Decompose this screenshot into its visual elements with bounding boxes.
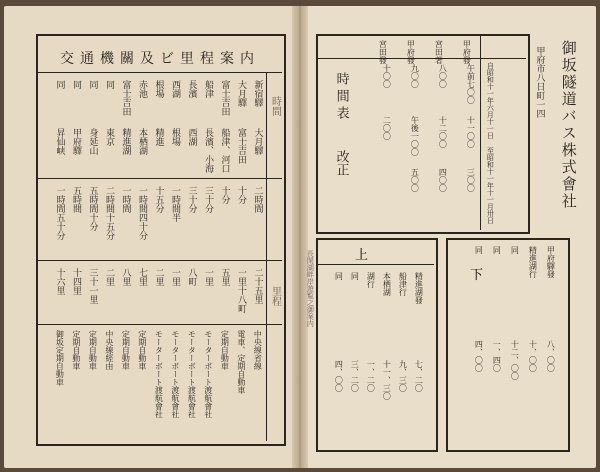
route-time: 十五分 — [153, 186, 164, 213]
route-to: 根場 — [169, 128, 180, 146]
route-from: 同 — [54, 80, 65, 89]
timetable-time: 五〇〇 — [410, 168, 420, 192]
up-title-line — [317, 264, 434, 265]
down-time: 十、〇〇 — [528, 340, 538, 372]
route-distance: 二里 — [153, 268, 164, 286]
vertical-band-text: 長閑湖畔岸遊覧之御案内 — [306, 250, 315, 327]
up-time: 七、二〇 — [414, 360, 424, 392]
route-to: 東京 — [103, 128, 114, 146]
route-distance: 二里 — [103, 268, 114, 286]
up-time: 三、二〇 — [350, 360, 360, 392]
route-distance: 一里 — [169, 268, 180, 286]
route-to: 精進 — [153, 128, 164, 146]
row-divider-3 — [37, 324, 282, 325]
company-address: 甲府市八日町一四 — [534, 46, 545, 118]
up-destination: 船津行 — [398, 272, 408, 296]
route-from: 同 — [70, 80, 81, 89]
down-time: 四、〇〇 — [474, 340, 484, 372]
side-label-time: 時間 — [269, 96, 281, 116]
route-mode: 電車、定期自動車 — [236, 330, 246, 394]
validity-dates: 自昭和十一年六月十一日 至昭和十一年十一月卅日 — [486, 62, 495, 224]
route-distance: 五里 — [219, 268, 230, 286]
route-table-title: 交通機關及ビ里程案内 — [60, 51, 260, 67]
timetable-header: 宮田發 — [378, 40, 388, 64]
route-time: 十分 — [219, 186, 230, 204]
up-time: 九、三〇 — [398, 360, 408, 392]
route-from: 富士吉田 — [219, 80, 230, 116]
route-distance: 一里 — [202, 268, 213, 286]
up-destination: 同 — [334, 272, 344, 280]
route-from: 新宿驛 — [252, 80, 263, 107]
timetable-time: 二〇〇 — [382, 116, 392, 140]
route-time: 一時間四十分 — [136, 186, 147, 240]
down-destination: 同 — [510, 246, 520, 254]
route-distance: 十六里 — [54, 268, 65, 295]
route-from: 同 — [103, 80, 114, 89]
up-schedule-title: 上 — [355, 248, 369, 263]
route-mode: 御坂定期自動車 — [55, 330, 65, 386]
route-from: 根場 — [153, 80, 164, 98]
route-to: 昇仙峡 — [54, 128, 65, 155]
route-mode: 中央線經由 — [104, 330, 114, 370]
route-from: 長濱 — [186, 80, 197, 98]
down-schedule-title: 下 — [470, 268, 484, 283]
route-mode: 定期自動車 — [137, 330, 147, 370]
route-distance: 二十五里 — [252, 268, 263, 304]
up-destination: 本栖湖 — [382, 272, 392, 296]
route-from: 大月驛 — [235, 80, 246, 107]
up-time: 十一、三〇 — [382, 360, 392, 400]
route-mode: 定期自動車 — [220, 330, 230, 370]
timetable-time: 四〇〇 — [438, 168, 448, 192]
timetable-time: 三〇〇 — [466, 168, 476, 192]
up-destination: 同 — [350, 272, 360, 280]
route-to: 甲府驛 — [70, 128, 81, 155]
title-divider — [37, 72, 282, 73]
route-to: 精進湖 — [120, 128, 131, 155]
route-from: 船津 — [202, 80, 213, 98]
route-time: 三十分 — [202, 186, 213, 213]
down-destination: 同 — [492, 246, 502, 254]
book-gutter — [292, 6, 308, 468]
route-mode: モーターボート渡航會社 — [170, 330, 180, 418]
route-distance: 三十一里 — [87, 268, 98, 304]
route-from: 西湖 — [169, 80, 180, 98]
down-time: 十二、〇〇 — [510, 340, 520, 380]
route-mode: 中央線省線 — [253, 330, 263, 370]
timetable-time: 午前七〇〇 — [466, 64, 476, 104]
timetable-header-line — [317, 58, 526, 59]
timetable-revision: 改正 — [333, 150, 349, 176]
timetable-time: 十〇〇 — [382, 64, 392, 88]
route-mode: モーターボート渡航會社 — [154, 330, 164, 418]
timetable-frame — [316, 34, 530, 234]
route-to: 富士吉田 — [235, 128, 246, 164]
timetable-time: 十一〇〇 — [466, 116, 476, 148]
route-mode: モーターボート渡航會社 — [187, 330, 197, 418]
route-to: 身延山 — [87, 128, 98, 155]
route-time: 五時間十分 — [87, 186, 98, 231]
down-destination: 甲府驛發 — [546, 246, 556, 278]
up-destination: 湖行 — [366, 272, 376, 288]
route-time: 十分 — [235, 186, 246, 204]
route-time: 一時間五十分 — [54, 186, 65, 240]
route-time: 二時間 — [252, 186, 263, 213]
down-destination: 精進湖行 — [528, 246, 538, 278]
route-mode: 定期自動車 — [121, 330, 131, 370]
route-time: 二時間十五分 — [103, 186, 114, 240]
route-mode: モーターボート渡航會社 — [203, 330, 213, 418]
route-from: 富士吉田 — [120, 80, 131, 116]
route-to: 本栖湖 — [136, 128, 147, 155]
route-from: 同 — [87, 80, 98, 89]
route-time: 一時間 — [120, 186, 131, 213]
route-distance: 一里十八町 — [235, 268, 246, 313]
timetable-divider — [480, 35, 481, 230]
row-divider-1 — [37, 178, 282, 179]
side-label-divider — [266, 73, 267, 441]
route-mode: 定期自動車 — [71, 330, 81, 370]
route-distance: 十四里 — [70, 268, 81, 295]
up-time: 四、〇〇 — [334, 360, 344, 392]
timetable-time: 九〇〇 — [410, 64, 420, 88]
down-destination: 同 — [474, 246, 484, 254]
route-time: 一時間半 — [169, 186, 180, 222]
timetable-time: 十二〇〇 — [438, 116, 448, 148]
route-distance: 八町 — [186, 268, 197, 286]
route-to: 西湖 — [186, 128, 197, 146]
company-name: 御坂隧道バス株式會社 — [559, 40, 578, 210]
route-to: 長濱、小海 — [202, 128, 213, 173]
row-divider-2 — [37, 260, 282, 261]
route-to: 船津、河口 — [219, 128, 230, 173]
route-distance: 七里 — [136, 268, 147, 286]
route-to: 大月驛 — [252, 128, 263, 155]
timetable-header: 宮田著 — [434, 40, 444, 64]
timetable-time: 八〇〇 — [438, 64, 448, 88]
side-label-distance: 里程 — [269, 286, 281, 306]
down-time: 八、〇〇 — [546, 340, 556, 372]
timetable-header: 甲府發 — [462, 40, 472, 64]
route-time: 五時間 — [70, 186, 81, 213]
route-mode: 定期自動車 — [88, 330, 98, 370]
up-time: 一、二〇 — [366, 360, 376, 392]
up-schedule-frame — [316, 238, 438, 452]
timetable-header: 甲府發 — [406, 40, 416, 64]
route-time: 三十分 — [186, 186, 197, 213]
route-from: 赤池 — [136, 80, 147, 98]
timetable-title: 時間表 — [333, 72, 349, 123]
route-distance: 八里 — [120, 268, 131, 286]
up-destination: 精進湖發 — [414, 272, 424, 304]
timetable-time: 午後一〇〇 — [410, 116, 420, 156]
down-time: 一、四〇 — [492, 340, 502, 372]
